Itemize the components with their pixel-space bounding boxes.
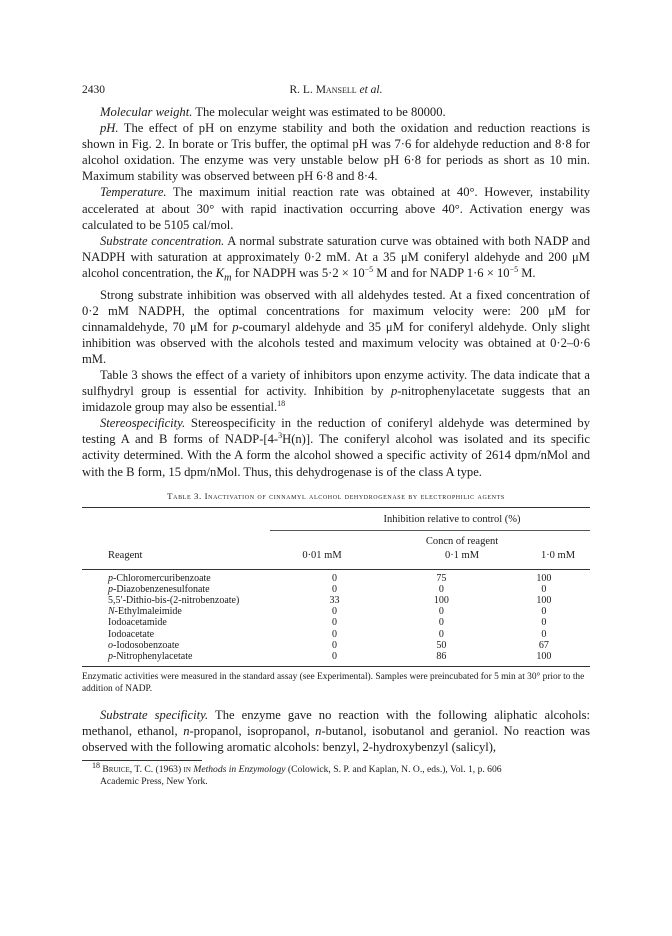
paragraph-text: -coumaryl aldehyde and 35 μM for coniferyl aldehyde. Only slight inhibition was observed with the alcohols tested and maximum velocity was obtained at 0·2–0·6 mM. [82, 319, 590, 366]
running-head [82, 84, 590, 96]
reagent-name: -Ethylmaleimide [114, 606, 182, 618]
italic-prefix: p [232, 319, 239, 334]
value-cell-c3: 100 [536, 651, 552, 663]
value-cell-c2: 75 [436, 572, 447, 584]
paragraph-substrate-inhibition [82, 287, 590, 367]
table-row [82, 617, 590, 628]
paragraph-text: -propanol, isopropanol, [189, 724, 316, 739]
reagent-name: -Diazobenzenesulfonate [113, 583, 210, 595]
table-caption: Table 3. Inactivation of cinnamyl alcohol dehydrogenase by electrophilic agents [167, 490, 505, 501]
paragraph-text: The effect of pH on enzyme stability and both the oxidation and reduction reactions is shown in Fig. 2. In borate or Tris buffer, the optimal pH was 7·6 for aldehyde reduction and 8·8 for alcohol oxidation. The enzyme was very unstable below pH 6·8 for periods as short as 10 min. Maximum stability was observed between pH 6·8 and 8·4. [82, 121, 590, 184]
value-cell-c1: 0 [331, 583, 337, 595]
inhibition-header: Inhibition relative to control (%) [383, 513, 521, 525]
page-header [82, 84, 590, 100]
table-row [82, 595, 590, 606]
italic-prefix: n [183, 724, 190, 739]
value-cell-c3: 0 [541, 617, 547, 629]
reagent-name: Iodoacetate [108, 628, 155, 640]
exponent: −5 [509, 264, 519, 274]
value-cell-c2: 0 [438, 583, 444, 595]
paragraph-text: A normal substrate saturation curve was obtained with both NADP and NADPH with saturation at approximately 0·2 mM. At a 35 μM coniferyl aldehyde and 200 μM alcohol concentration, the [82, 233, 590, 280]
reagent-prefix: p [108, 651, 113, 663]
column-header-low: 0·01 mM [302, 549, 342, 561]
value-cell-c2: 50 [436, 639, 447, 651]
value-cell-c3: 67 [538, 639, 549, 651]
reagent-cell [82, 573, 284, 584]
article-body [82, 104, 590, 788]
paragraph-substrate-concentration [82, 233, 590, 287]
paragraph-text: Table 3 shows the effect of a variety of inhibitors upon enzyme activity. The data indicate that a sulfhydryl group is essential for activity. Inhibition by [82, 368, 590, 399]
column-header-mid: 0·1 mM [444, 549, 480, 561]
paragraph-substrate-specificity [82, 707, 590, 755]
reference-marker: 18 [277, 399, 286, 409]
isotope-superscript: 3 [278, 431, 283, 441]
reagent-name: -Chloromercuribenzoate [113, 572, 211, 584]
value-cell-c2: 0 [438, 628, 444, 640]
paragraph-text: The molecular weight was estimated to be 80000. [192, 105, 446, 119]
reagent-prefix: p [108, 583, 113, 595]
reagent-cell [82, 606, 284, 617]
paragraph-temperature [82, 184, 590, 232]
reagent-name: -Iodosobenzoate [113, 639, 180, 651]
section-title: pH. [100, 121, 119, 136]
paragraph-text: M and for NADP 1·6 × 10 [373, 265, 510, 280]
header-rule [270, 530, 590, 531]
reagent-prefix: p [108, 572, 113, 584]
reagent-prefix: N [108, 606, 115, 618]
paragraph-text: The enzyme gave no reaction with the following aliphatic alcohols: methanol, ethanol, [82, 708, 590, 739]
reagent-cell [82, 629, 284, 640]
km-symbol: K [215, 265, 224, 280]
table-row [82, 651, 590, 662]
reagent-column-header: Reagent [108, 549, 143, 561]
value-cell-c1: 0 [331, 628, 337, 640]
section-title: Molecular weight. [100, 105, 193, 119]
table-header-rule [82, 569, 590, 570]
italic-prefix: n [315, 724, 322, 739]
reagent-name: 5,5′-Dithio-bis-(2-nitrobenzoate) [108, 595, 240, 607]
value-cell-c3: 100 [536, 595, 552, 607]
table-bottom-rule [82, 666, 590, 667]
concentration-header: Concn of reagent [425, 535, 499, 547]
km-subscript: m [224, 272, 232, 284]
paragraph-text: Stereospecificity in the reduction of coniferyl aldehyde was determined by testing A and B forms of NADP-[4- [82, 416, 590, 447]
paragraph-inhibitors [82, 367, 590, 415]
paragraph-text: -nitrophenylacetate suggests that an imidazole group may also be essential. [82, 384, 590, 415]
footnote-number: 18 [92, 760, 100, 770]
table-row [82, 573, 590, 584]
footnote-book-title: Methods in Enzymology [193, 763, 286, 775]
paragraph-text: for NADPH was 5·2 × 10 [231, 265, 365, 280]
paragraph-text: M. [518, 265, 536, 280]
value-cell-c1: 0 [331, 572, 337, 584]
table-row [82, 584, 590, 595]
paragraph-text: The maximum initial reaction rate was obtained at 40°. However, instability accelerated at about 30° with rapid inactivation occurring above 40°. Activation energy was calculated to be 5105 cal/mol. [82, 185, 590, 232]
table-note: Enzymatic activities were measured in the standard assay (see Experimental). Samples were preincubated for 5 min at 30° prior to the addition of NADP. [82, 672, 585, 695]
value-cell-c3: 0 [541, 628, 547, 640]
table-row [82, 606, 590, 617]
value-cell-c3: 100 [536, 572, 552, 584]
page-number: 2430 [82, 84, 105, 96]
value-cell-c2: 0 [438, 606, 444, 618]
value-cell-c1: 0 [331, 606, 337, 618]
value-cell-c1: 0 [331, 617, 337, 629]
table-header [82, 508, 590, 569]
paragraph-text: Strong substrate inhibition was observed with all aldehydes tested. At a fixed concentration of 0·2 mM NADPH, the optimal concentrations for maximum velocity were: 200 μM for cinnamaldehyde, 70 μM for [82, 287, 590, 334]
section-title: Stereospecificity. [100, 416, 186, 431]
paragraph-text: -butanol, isobutanol and geraniol. No reaction was observed with the following aromatic alcohols: benzyl, 2-hydroxybenzyl (salicyl), [82, 724, 590, 755]
running-head-author: R. L. Mansell [289, 84, 357, 96]
reagent-cell [82, 640, 284, 651]
reagent-cell [82, 584, 284, 595]
footnote [82, 760, 590, 788]
section-title: Temperature. [100, 185, 167, 200]
paragraph-ph [82, 120, 590, 184]
value-cell-c2: 100 [433, 595, 449, 607]
footnote-publisher: Academic Press, New York. [100, 775, 208, 787]
table-row [82, 629, 590, 640]
reagent-cell [82, 617, 284, 628]
value-cell-c3: 0 [541, 606, 547, 618]
running-head-etal: et al. [359, 84, 383, 96]
exponent: −5 [364, 264, 374, 274]
italic-prefix: p [390, 384, 398, 399]
reagent-prefix: o [108, 639, 113, 651]
reagent-cell [82, 651, 284, 662]
value-cell-c1: 0 [331, 651, 337, 663]
paragraph-molecular-weight [82, 104, 590, 120]
column-header-high: 1·0 mM [540, 549, 576, 561]
table-3 [82, 491, 590, 696]
value-cell-c2: 0 [438, 617, 444, 629]
section-title: Substrate concentration. [100, 233, 225, 248]
footnote-text: (Colowick, S. P. and Kaplan, N. O., eds.), Vol. 1, p. 606 [285, 763, 502, 775]
section-title: Substrate specificity. [100, 708, 209, 723]
paragraph-text: H(n)]. The coniferyl alcohol was isolated and its specific activity determined. With the A form the alcohol showed a specific activity of 2614 dpm/nMol and with the B form, 15 dpm/nMol. Thus, this dehydrogenase is of the class A type. [82, 432, 590, 479]
footnote-text: Bruice, T. C. (1963) in [100, 763, 194, 775]
value-cell-c3: 0 [541, 583, 547, 595]
table-body [82, 573, 590, 663]
value-cell-c2: 86 [436, 651, 447, 663]
table-row [82, 640, 590, 651]
footnote-rule [82, 760, 202, 761]
reagent-cell [82, 595, 284, 606]
reagent-name: -Nitrophenylacetate [113, 651, 193, 663]
reagent-name: Iodoacetamide [108, 617, 167, 629]
value-cell-c1: 0 [331, 639, 337, 651]
value-cell-c1: 33 [329, 595, 340, 607]
paragraph-stereospecificity [82, 415, 590, 479]
